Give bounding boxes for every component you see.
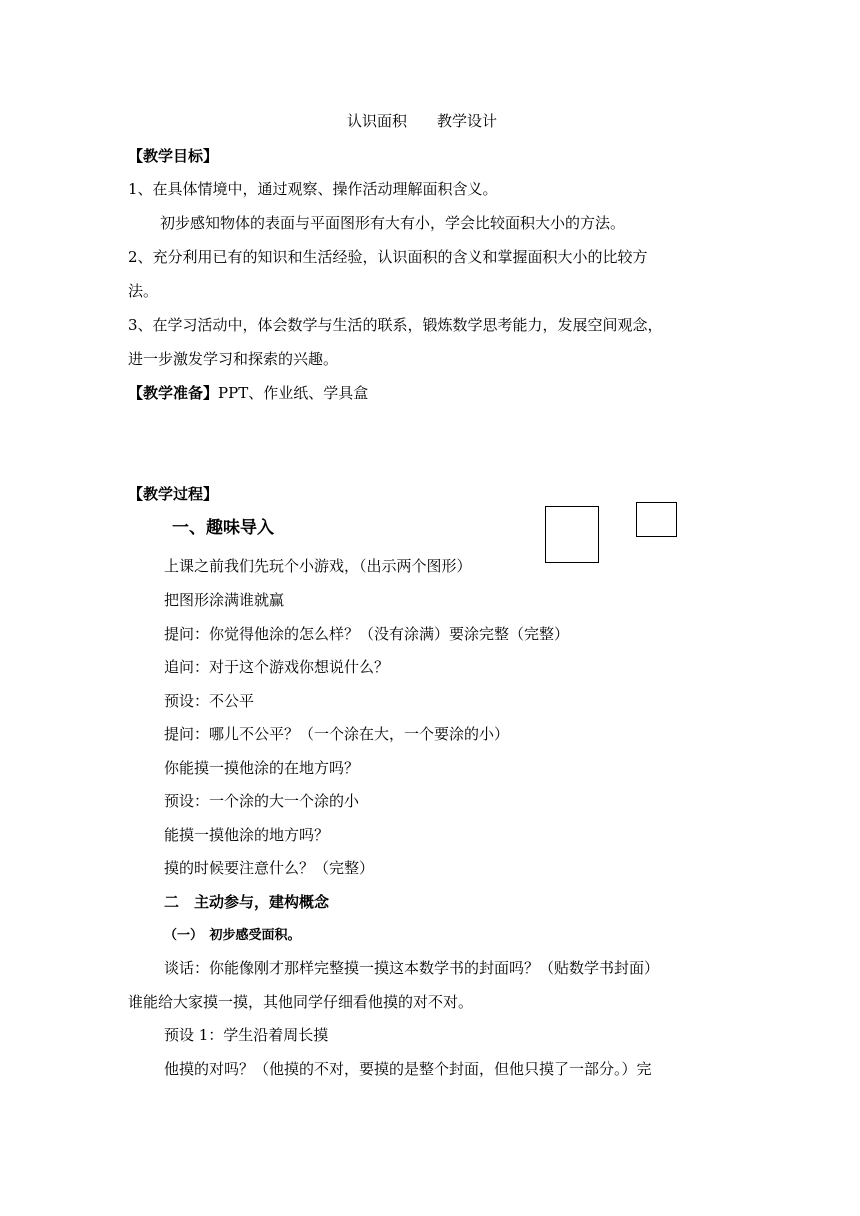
section1-line: 追问：对于这个游戏你想说什么？ xyxy=(164,658,390,676)
document-title: 认识面积 教学设计 xyxy=(347,112,498,130)
objective-item-1: 1、在具体情境中，通过观察、操作活动理解面积含义。 xyxy=(128,180,498,198)
preparation-heading: 【教学准备】 xyxy=(128,384,219,402)
section1-heading: 一、趣味导入 xyxy=(172,518,274,538)
section1-line: 预设：不公平 xyxy=(164,692,255,710)
objective-item-2: 2、充分利用已有的知识和生活经验，认识面积的含义和掌握面积大小的比较方 xyxy=(128,248,648,266)
preparation-line xyxy=(128,382,368,404)
objective-item-1-continuation: 初步感知物体的表面与平面图形有大有小，学会比较面积大小的方法。 xyxy=(160,214,626,232)
section1-line: 提问：你觉得他涂的怎么样？（没有涂满）要涂完整（完整） xyxy=(164,625,570,643)
section2-heading: 二 主动参与，建构概念 xyxy=(164,893,330,911)
section2-subheading: （一） 初步感受面积。 xyxy=(164,928,301,943)
section2-line: 预设 1：学生沿着周长摸 xyxy=(164,1026,329,1044)
large-square-figure xyxy=(545,506,599,563)
process-heading: 【教学过程】 xyxy=(128,485,219,503)
objective-item-2-continuation: 法。 xyxy=(128,282,159,300)
objective-item-3-continuation: 进一步激发学习和探索的兴趣。 xyxy=(128,350,339,368)
objective-item-3: 3、在学习活动中，体会数学与生活的联系，锻炼数学思考能力，发展空间观念， xyxy=(128,316,663,334)
small-square-figure xyxy=(636,502,677,537)
section2-line: 谁能给大家摸一摸，其他同学仔细看他摸的对不对。 xyxy=(128,993,474,1011)
section1-line: 摸的时候要注意什么？（完整） xyxy=(164,859,375,877)
section1-line: 提问：哪儿不公平？（一个涂在大，一个要涂的小） xyxy=(164,725,510,743)
section2-line: 谈话：你能像刚才那样完整摸一摸这本数学书的封面吗？（贴数学书封面） xyxy=(164,959,660,977)
section1-line: 你能摸一摸他涂的在地方吗？ xyxy=(164,759,360,777)
section1-line: 上课之前我们先玩个小游戏，（出示两个图形） xyxy=(164,557,472,575)
section1-line: 把图形涂满谁就赢 xyxy=(164,591,285,609)
section1-line: 预设：一个涂的大一个涂的小 xyxy=(164,792,360,810)
section1-line: 能摸一摸他涂的地方吗？ xyxy=(164,826,330,844)
preparation-text: PPT、作业纸、学具盒 xyxy=(218,384,369,402)
section2-line: 他摸的对吗？（他摸的不对，要摸的是整个封面，但他只摸了一部分。）完 xyxy=(164,1060,652,1078)
objectives-heading: 【教学目标】 xyxy=(128,147,219,165)
